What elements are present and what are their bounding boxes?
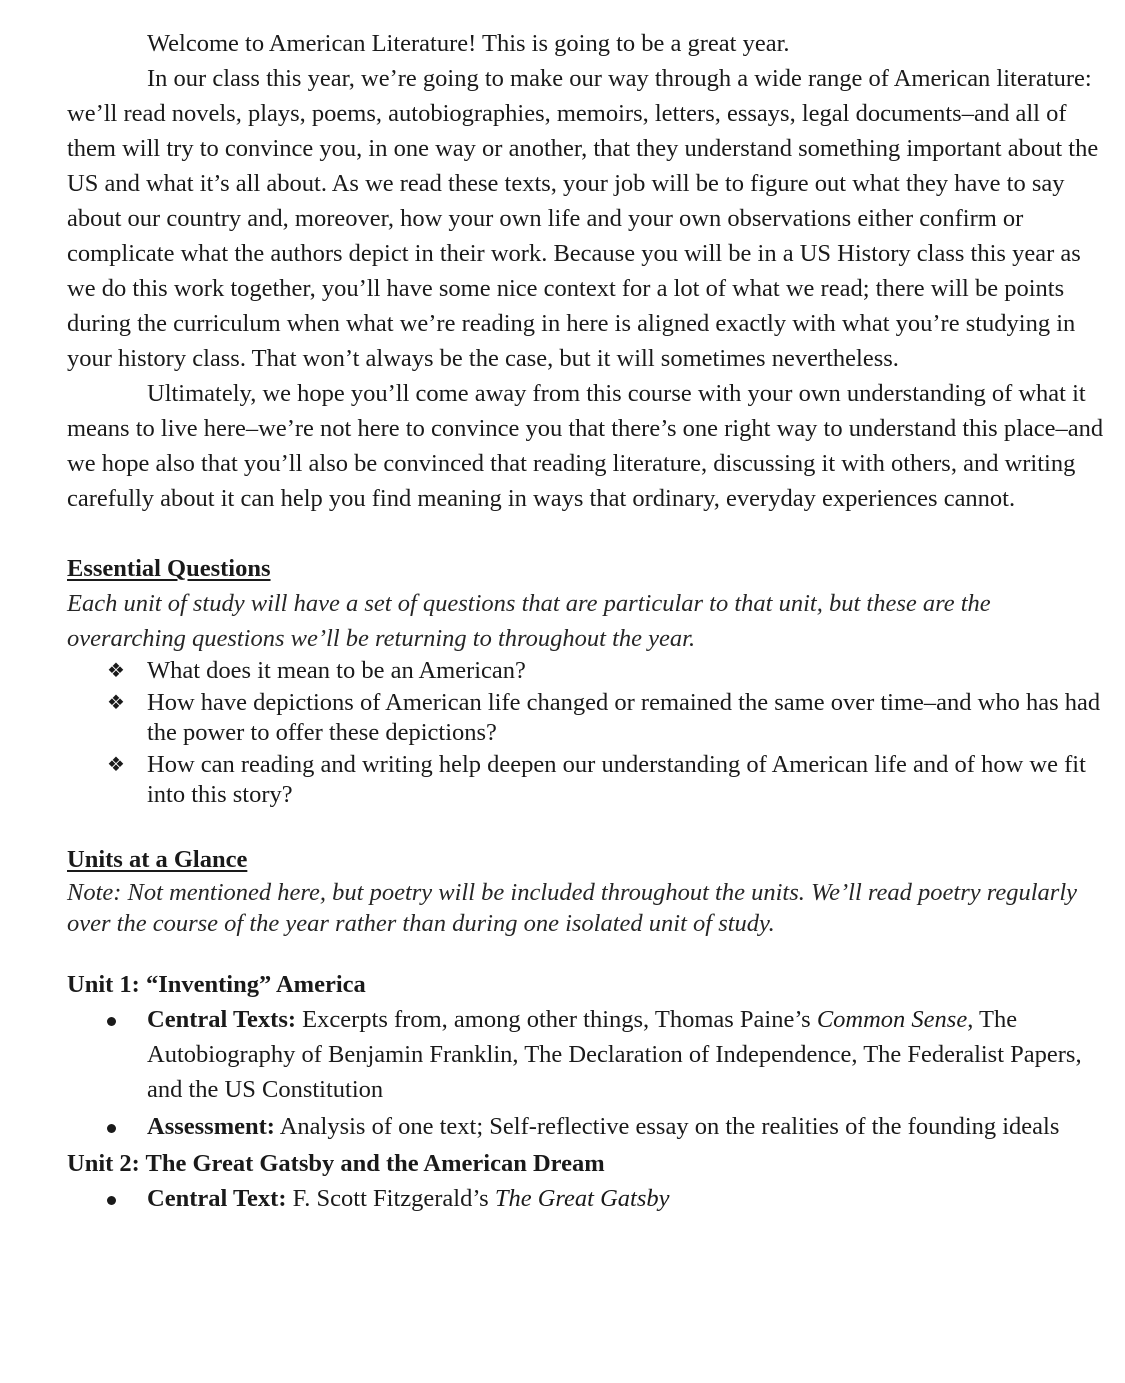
- item-italic-title: Common Sense: [816, 1006, 968, 1033]
- item-text: Excerpts from, among other things, Thomas Paine’s: [296, 1006, 817, 1033]
- spacer: [67, 939, 1107, 967]
- essential-questions-list: [67, 656, 1107, 810]
- item-italic-title: The Great Gatsby: [494, 1185, 670, 1212]
- essential-questions-section: [67, 551, 1107, 810]
- question-text: What does it mean to be an American?: [147, 657, 526, 684]
- essential-questions-note: Each unit of study will have a set of questions that are particular to that unit, but these are the overarching questions we’ll be returning to throughout the year.: [67, 590, 991, 652]
- welcome-line: Welcome to American Literature! This is going to be a great year.: [147, 30, 790, 57]
- document-page: [67, 26, 1107, 1218]
- list-item: [147, 1002, 1107, 1107]
- units-heading: Units at a Glance: [67, 846, 248, 873]
- diamond-bullet-icon: ❖: [107, 660, 125, 682]
- units-note: Note: Not mentioned here, but poetry will be included throughout the units. We’ll read poetry regularly over the course of the year rather than during one isolated unit of study.: [67, 879, 1078, 937]
- intro-paragraph-2: Ultimately, we hope you’ll come away from this course with your own understanding of what it means to live here–we’re not here to convince you that there’s one right way to understand this place–and we hope also that you’ll also be convinced that reading literature, discussing it with others, and writing carefully about it can help you find meaning in ways that ordinary, everyday experiences cannot.: [67, 380, 1104, 512]
- bullet-dot-icon: [107, 1124, 116, 1133]
- essential-questions-heading: Essential Questions: [67, 555, 271, 582]
- bullet-dot-icon: [107, 1017, 116, 1026]
- diamond-bullet-icon: ❖: [107, 692, 125, 714]
- spacer: [67, 812, 1107, 842]
- question-text: How have depictions of American life changed or remained the same over time–and who has had the power to offer these depictions?: [147, 689, 1101, 746]
- unit-title: Unit 1: “Inventing” America: [67, 971, 366, 998]
- list-item: [107, 656, 1107, 686]
- unit-items: [67, 1181, 1107, 1216]
- diamond-bullet-icon: ❖: [107, 754, 125, 776]
- question-text: How can reading and writing help deepen our understanding of American life and of how we fit into this story?: [147, 751, 1086, 808]
- list-item: [147, 1181, 1107, 1216]
- list-item: [147, 1109, 1107, 1144]
- item-text: Analysis of one text; Self-reflective essay on the realities of the founding ideals: [274, 1113, 1060, 1140]
- spacer: [67, 516, 1107, 551]
- bullet-dot-icon: [107, 1196, 116, 1205]
- unit-items: [67, 1002, 1107, 1144]
- item-label: Assessment:: [147, 1113, 275, 1140]
- item-text: F. Scott Fitzgerald’s: [286, 1185, 495, 1212]
- unit-1: [67, 967, 1107, 1144]
- item-text: , The Autobiography of Benjamin Franklin, The Declaration of Independence, The Federalist Papers, and the US Constitution: [147, 1006, 1082, 1103]
- unit-2: [67, 1146, 1107, 1216]
- item-label: Central Texts:: [147, 1006, 297, 1033]
- unit-title: Unit 2: The Great Gatsby and the American Dream: [67, 1150, 605, 1177]
- item-label: Central Text:: [147, 1185, 287, 1212]
- list-item: [107, 750, 1107, 810]
- units-section: [67, 842, 1107, 1216]
- list-item: [107, 688, 1107, 748]
- intro-paragraph-1: In our class this year, we’re going to make our way through a wide range of American literature: we’ll read novels, plays, poems, autobiographies, memoirs, letters, essays, legal documents–and all of them will try to convince you, in one way or another, that they understand something important about the US and what it’s all about. As we read these texts, your job will be to figure out what they have to say about our country and, moreover, how your own life and your own observations either confirm or complicate what the authors depict in their work. Because you will be in a US History class this year as we do this work together, you’ll have some nice context for a lot of what we read; there will be points during the curriculum when what we’re reading in here is aligned exactly with what you’re studying in your history class. That won’t always be the case, but it will sometimes nevertheless.: [67, 65, 1099, 372]
